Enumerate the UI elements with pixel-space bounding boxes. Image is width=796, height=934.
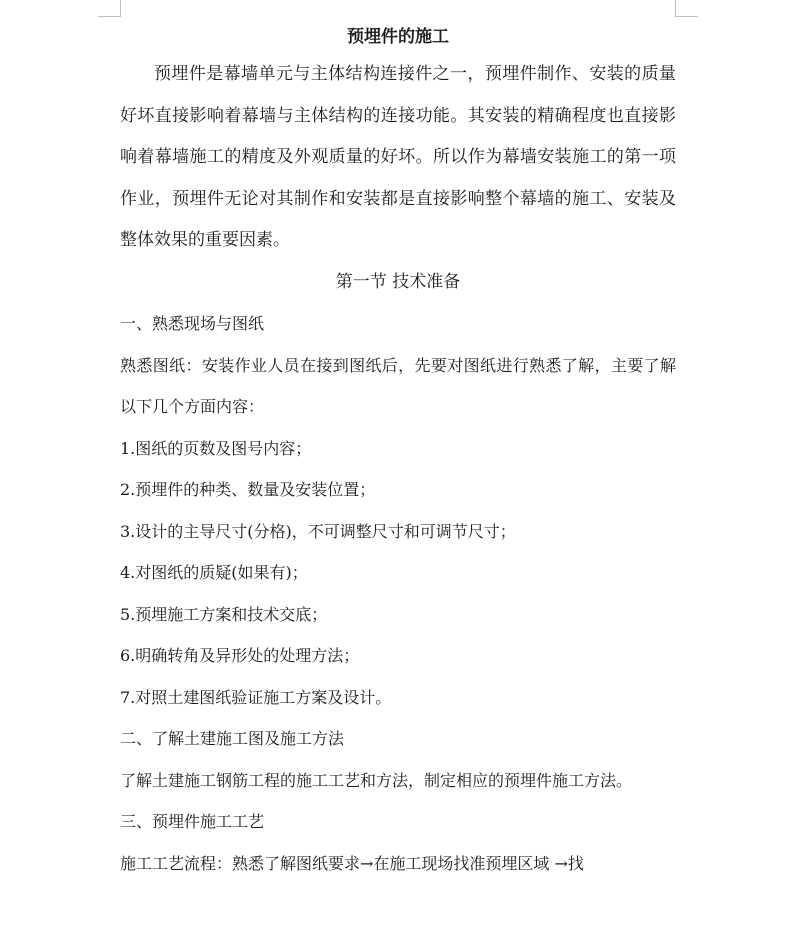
crop-mark-top-left (98, 0, 121, 17)
part1-text: 熟悉图纸：安装作业人员在接到图纸后，先要对图纸进行熟悉了解，主要了解以下几个方面内容： (120, 355, 676, 416)
list-item: 5.预埋施工方案和技术交底； (120, 604, 328, 624)
part3-text: 施工工艺流程：熟悉了解图纸要求→在施工现场找准预埋区域 →找 (120, 853, 584, 873)
document-title: 预埋件的施工 (347, 27, 449, 47)
crop-mark-top-right (675, 0, 698, 17)
list-item: 6.明确转角及异形处的处理方法； (120, 646, 360, 665)
list-item: 1.图纸的页数及图号内容； (120, 438, 312, 458)
part2-text: 了解土建施工钢筋工程的施工工艺和方法，制定相应的预埋件施工方法。 (120, 770, 633, 790)
part1-heading: 一、熟悉现场与图纸 (120, 314, 265, 333)
list-item: 3.设计的主导尺寸(分格)，不可调整尺寸和可调节尺寸； (120, 521, 516, 541)
part3-heading: 三、预埋件施工工艺 (120, 812, 265, 831)
list-item: 7.对照土建图纸验证施工方案及设计。 (120, 687, 392, 707)
list-item: 4.对图纸的质疑(如果有)； (120, 563, 308, 582)
part2-heading: 二、了解土建施工图及施工方法 (120, 729, 345, 748)
section-title: 第一节 技术准备 (335, 271, 461, 292)
document-body[interactable] (120, 20, 676, 884)
intro-paragraph: 预埋件是幕墙单元与主体结构连接件之一，预埋件制作、安装的质量好坏直接影响着幕墙与主体结构的连接功能。其安装的精确程度也直接影响着幕墙施工的精度及外观质量的好坏。所以作为幕墙安装施工的第一项作业，预埋件无论对其制作和安装都是直接影响整个幕墙的施工、安装及整体效果的重要因素。 (120, 64, 676, 250)
list-item: 2.预埋件的种类、数量及安装位置； (120, 480, 376, 499)
